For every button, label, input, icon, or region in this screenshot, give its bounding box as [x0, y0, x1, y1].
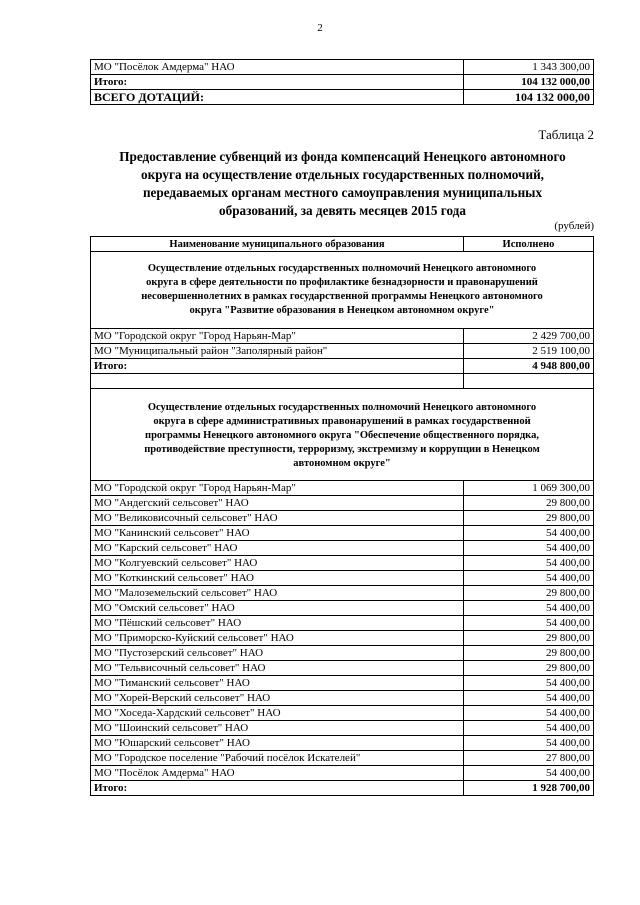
total-label: Итого: [91, 75, 464, 90]
section-heading-row [91, 252, 594, 329]
row-name: МО "Приморско-Куйский сельсовет" НАО [91, 631, 464, 646]
header-row [91, 237, 594, 252]
table-row [91, 616, 594, 631]
row-value: 54 400,00 [464, 736, 594, 751]
row-name: МО "Коткинский сельсовет" НАО [91, 571, 464, 586]
row-value: 2 429 700,00 [464, 329, 594, 344]
table-row [91, 751, 594, 766]
total-value: 4 948 800,00 [464, 359, 594, 374]
section-title-line: Осуществление отдельных государственных полномочий Ненецкого автономного [147, 263, 537, 274]
row-name: МО "Пёшский сельсовет" НАО [91, 616, 464, 631]
title-line: округа на осуществление отдельных государственных полномочий, [141, 167, 544, 182]
header-name: Наименование муниципального образования [91, 237, 464, 252]
table-row [91, 329, 594, 344]
row-name: МО "Городской округ "Город Нарьян-Мар" [91, 481, 464, 496]
row-name: МО "Карский сельсовет" НАО [91, 541, 464, 556]
row-name: МО "Посёлок Амдерма" НАО [91, 766, 464, 781]
row-value: 29 800,00 [464, 661, 594, 676]
section-title-line: программы Ненецкого автономного округа "Обеспечение общественного порядка, [145, 430, 539, 441]
row-name: МО "Хорей-Верский сельсовет" НАО [91, 691, 464, 706]
table-row [91, 766, 594, 781]
row-value: 29 800,00 [464, 496, 594, 511]
row-value: 54 400,00 [464, 571, 594, 586]
table-row [91, 541, 594, 556]
row-value: 29 800,00 [464, 511, 594, 526]
table-row [91, 646, 594, 661]
row-name: МО "Тельвисочный сельсовет" НАО [91, 661, 464, 676]
table-row [91, 661, 594, 676]
row-value: 1 343 300,00 [464, 60, 594, 75]
row-value: 29 800,00 [464, 586, 594, 601]
row-value: 54 400,00 [464, 691, 594, 706]
row-name: МО "Колгуевский сельсовет" НАО [91, 556, 464, 571]
section-title-line: округа в сфере административных правонарушений в рамках государственной [153, 416, 531, 427]
total-value: 104 132 000,00 [464, 75, 594, 90]
table-row [91, 496, 594, 511]
row-name: МО "Андегский сельсовет" НАО [91, 496, 464, 511]
table-row [91, 571, 594, 586]
title-line: Предоставление субвенций из фонда компенсаций Ненецкого автономного [119, 149, 566, 164]
row-value: 54 400,00 [464, 616, 594, 631]
spacer-row [91, 374, 594, 389]
row-value: 54 400,00 [464, 766, 594, 781]
row-name: МО "Тиманский сельсовет" НАО [91, 676, 464, 691]
spacer-cell [464, 374, 594, 389]
table-row [91, 601, 594, 616]
row-value: 54 400,00 [464, 601, 594, 616]
subsidy-table-1 [90, 59, 594, 105]
grand-total-value: 104 132 000,00 [464, 90, 594, 105]
row-value: 29 800,00 [464, 646, 594, 661]
row-name: МО "Канинский сельсовет" НАО [91, 526, 464, 541]
row-value: 54 400,00 [464, 541, 594, 556]
row-name: МО "Малоземельский сельсовет" НАО [91, 586, 464, 601]
row-name: МО "Великовисочный сельсовет" НАО [91, 511, 464, 526]
section-title-line: противодействие преступности, терроризму, экстремизму и коррупции в Ненецком [144, 444, 540, 455]
grand-total-label: ВСЕГО ДОТАЦИЙ: [91, 90, 464, 105]
section-title-line: автономном округе" [293, 458, 391, 469]
row-value: 27 800,00 [464, 751, 594, 766]
row-value: 54 400,00 [464, 526, 594, 541]
row-name: МО "Шоинский сельсовет" НАО [91, 721, 464, 736]
row-value: 54 400,00 [464, 556, 594, 571]
table-row [91, 586, 594, 601]
table-row [91, 481, 594, 496]
row-value: 54 400,00 [464, 721, 594, 736]
section-2-title [91, 389, 594, 481]
total-row [91, 75, 594, 90]
title-line: передаваемых органам местного самоуправления муниципальных [142, 185, 543, 200]
table-row [91, 60, 594, 75]
row-value: 54 400,00 [464, 676, 594, 691]
row-name: МО "Муниципальный район "Заполярный район" [91, 344, 464, 359]
table-row [91, 526, 594, 541]
table-row [91, 676, 594, 691]
row-value: 1 069 300,00 [464, 481, 594, 496]
header-value: Исполнено [464, 237, 594, 252]
table-label: Таблица 2 [538, 127, 594, 142]
row-name: МО "Хоседа-Хардский сельсовет" НАО [91, 706, 464, 721]
total-row [91, 781, 594, 796]
table-row [91, 556, 594, 571]
table-row [91, 344, 594, 359]
grand-total-row [91, 90, 594, 105]
row-name: МО "Посёлок Амдерма" НАО [91, 60, 464, 75]
row-name: МО "Городское поселение "Рабочий посёлок Искателей" [91, 751, 464, 766]
spacer-cell [91, 374, 464, 389]
total-row [91, 359, 594, 374]
section-title-line: округа "Развитие образования в Ненецком автономном округе" [189, 305, 495, 316]
section-title-line: округа в сфере деятельности по профилактике безнадзорности и правонарушений [146, 277, 538, 288]
subvention-table [90, 236, 594, 796]
row-value: 54 400,00 [464, 706, 594, 721]
unit-label: (рублей) [554, 220, 594, 232]
row-name: МО "Пустозерский сельсовет" НАО [91, 646, 464, 661]
row-value: 2 519 100,00 [464, 344, 594, 359]
table-row [91, 721, 594, 736]
section-1-title [91, 252, 594, 329]
page-number: 2 [317, 22, 323, 34]
row-value: 29 800,00 [464, 631, 594, 646]
section-heading-row [91, 389, 594, 481]
row-name: МО "Омский сельсовет" НАО [91, 601, 464, 616]
title-line: образований, за девять месяцев 2015 года [219, 203, 466, 218]
table-row [91, 736, 594, 751]
total-label: Итого: [91, 359, 464, 374]
total-label: Итого: [91, 781, 464, 796]
table-row [91, 511, 594, 526]
table-row [91, 631, 594, 646]
table-row [91, 691, 594, 706]
section-title-line: несовершеннолетних в рамках государственной программы Ненецкого автономного [141, 291, 543, 302]
table-row [91, 706, 594, 721]
total-value: 1 928 700,00 [464, 781, 594, 796]
document-title [80, 148, 605, 220]
section-title-line: Осуществление отдельных государственных полномочий Ненецкого автономного [147, 402, 537, 413]
row-name: МО "Городской округ "Город Нарьян-Мар" [91, 329, 464, 344]
row-name: МО "Юшарский сельсовет" НАО [91, 736, 464, 751]
